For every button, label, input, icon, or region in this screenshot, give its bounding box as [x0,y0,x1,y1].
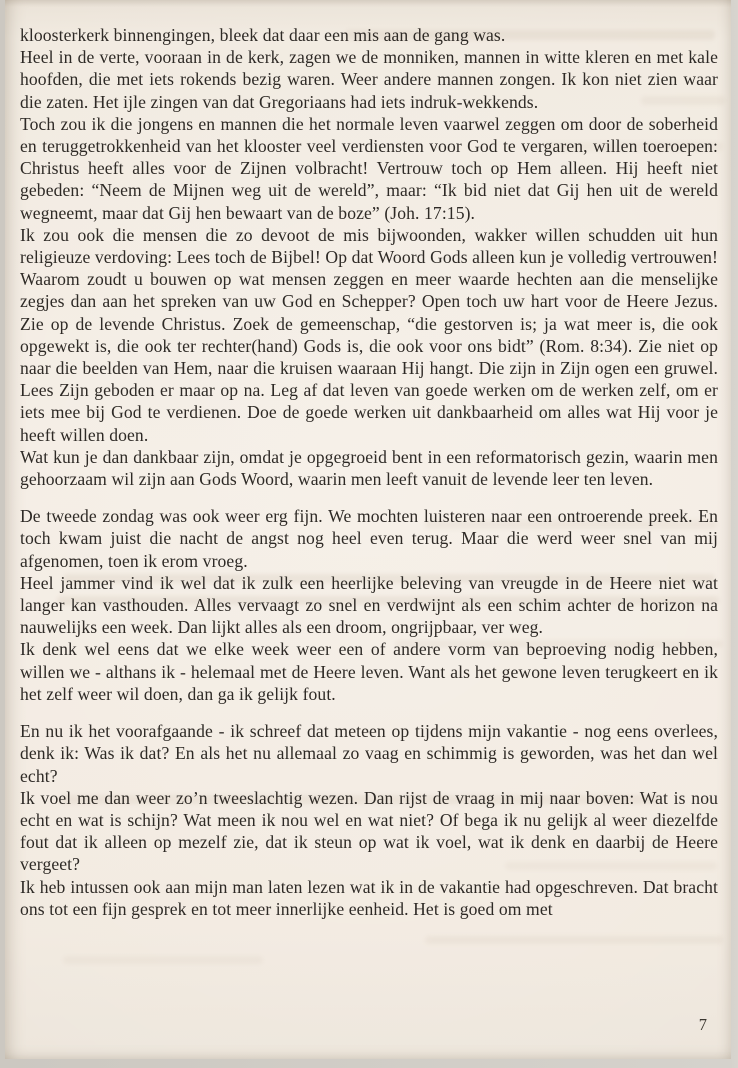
paper-page [5,0,731,1059]
paragraph: Ik voel me dan weer zo’n tweeslachtig wezen. Dan rijst de vraag in mij naar boven: Wat is nou echt en wat is schijn? Wat meen ik nou wel en wat niet? Of bega ik nu gelijk al weer diezelfde fout dat ik alleen op mezelf zie, dat ik steun op wat ik voel, wat ik denk en daarbij de Heere vergeet? [20,787,718,875]
paragraph: Ik zou ook die mensen die zo devoot de mis bijwoonden, wakker willen schudden uit hun religieuze verdoving: Lees toch de Bijbel! Op dat Woord Gods alleen kun je volledig vertrouwen! Waarom zoudt u bouwen op wat mensen zeggen en meer waarde hechten aan die menselijke zegjes dan aan het spreken van uw God en Schepper? Open toch uw hart voor de Heere Jezus. Zie op de levende Christus. Zoek de gemeenschap, “die gestorven is; ja wat meer is, die ook opgewekt is, die ook ter rechter(hand) Gods is, die ook voor ons bidt” (Rom. 8:34). Zie niet op naar die beelden van Hem, naar die kruisen waaraan Hij hangt. Die zijn in Zijn ogen een gruwel. Lees Zijn geboden er maar op na. Leg af dat leven van goede werken om de werken zelf, om er iets mee bij God te verdienen. Doe de goede werken uit dankbaarheid om alles wat Hij voor je heeft willen doen. [20,224,718,445]
paragraph: De tweede zondag was ook weer erg fijn. We mochten luisteren naar een ontroerende preek. En toch kwam juist die nacht de angst nog heel even terug. Maar die werd weer snel van mij afgenomen, toen ik erom vroeg. [20,506,718,571]
paragraph: Heel jammer vind ik wel dat ik zulk een heerlijke beleving van vreugde in de Heere niet wat langer kan vasthouden. Alles vervaagt zo snel en verdwijnt als een schim achter de horizon na nauwelijks een week. Dan lijkt alles als een droom, ongrijpbaar, ver weg. [20,572,718,638]
paragraph: kloosterkerk binnengingen, bleek dat daar een mis aan de gang was. [20,25,506,45]
paragraph: En nu ik het voorafgaande - ik schreef dat meteen op tijdens mijn vakantie - nog eens overlees, denk ik: Was ik dat? En als het nu allemaal zo vaag en schimmig is geworden, was het dan wel echt? [20,721,718,786]
page-number: 7 [698,1015,707,1034]
paragraph: Ik heb intussen ook aan mijn man laten lezen wat ik in de vakantie had opgeschreven. Dat bracht ons tot een fijn gesprek en tot meer innerlijke eenheid. Het is goed om met [20,876,718,919]
text-block [20,24,718,920]
paragraph: Toch zou ik die jongens en mannen die het normale leven vaarwel zeggen om door de soberheid en teruggetrokkenheid van het klooster veel verdiensten voor God te vergaren, willen toeroepen: Christus heeft alles voor de Zijnen volbracht! Vertrouw toch op Hem alleen. Hij heeft niet gebeden: “Neem de Mijnen weg uit de wereld”, maar: “Ik bid niet dat Gij hen uit de wereld wegneemt, maar dat Gij hen bewaart van de boze” (Joh. 17:15). [20,113,718,223]
paragraph: Heel in de verte, vooraan in de kerk, zagen we de monniken, mannen in witte kleren en met kale hoofden, die met iets rokends bezig waren. Weer andere mannen zongen. Ik kon niet zien waar die zaten. Het ijle zingen van dat Gregoriaans had iets indruk-wekkends. [20,47,718,112]
paragraph: Ik denk wel eens dat we elke week weer een of andere vorm van beproeving nodig hebben, willen we - althans ik - helemaal met de Heere leven. Want als het gewone leven terugkeert en ik het zelf weer wil doen, dan ga ik gelijk fout. [20,639,718,704]
paragraph: Wat kun je dan dankbaar zijn, omdat je opgegroeid bent in een reformatorisch gezin, waarin men gehoorzaam wil zijn aan Gods Woord, waarin men leeft vanuit de levende leer ten leven. [20,446,718,490]
showthrough-smudge [63,956,263,964]
showthrough-smudge [425,936,723,944]
